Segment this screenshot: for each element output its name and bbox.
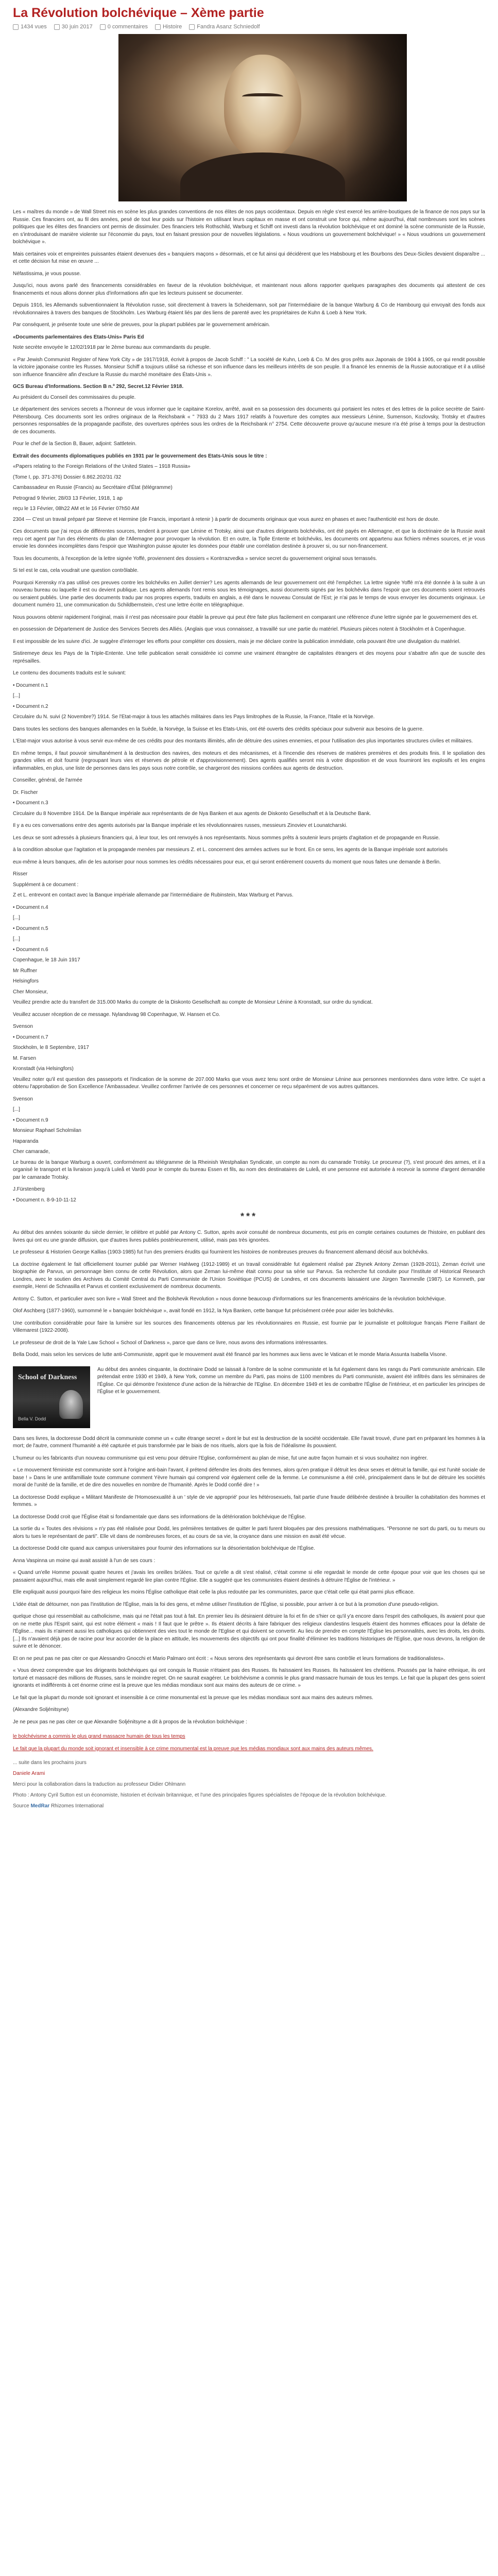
paragraph: Au début des années soixante du siècle dernier, le célèbre et publié par Antony C. Sutton, après avoir consulté de nombreux documents, est pris en compte certaines coutumes de l'histoire, en publiant des livres qui ont eu une grande diffusion, que d'autres livres publiés postérieurement, utilisé, mais pas très ignorées.: [13, 1230, 485, 1243]
article-body-part3: [13, 1435, 485, 1726]
paragraph: La doctrine également le fait officiellement tourner publié par Werner Hahlweg (1912-1989) et un travail considérable fut également réalisé par Zbynek Antony Zeman (1928-2011), Zeman écrivit une biographie de Parvus, un personnage bien connu de cette Révolution, alors que Zeman lui-même était connu pour sa série sur Parvus. Sa recherche fut conduite pour l'Institute of Historical Research Londres, avec le soutien des Archives du Comité Central du Parti Communiste de l'Union Soviétique (PCUS) de Londres, et ces documents laissaient une Jürgen Tanrmeslle (1987). Le Kornneth, par exemple, Henri de Schnasilla et Parvus et contient exclusivement de nombreux documents.: [13, 1261, 485, 1290]
paragraph: Veuillez noter qu'il est question des passeports et l'indication de la somme de 207.000 Marks que vous avez tenu sont ordre de Monsieur Lénine aux personnes mentionnées dans votre lettre. Ce sujet a obtenu l'approbation de Son Excellence l'Ambassadeur. Veuillez confirmer l'arrivée de ces personnes et concerner ce reçu séparément de vos autres quittances.: [13, 1076, 485, 1090]
paragraph: « Le mouvement féministe est communiste sont à l'origine anti-bain l'avant, il prétend défendre les droits des femmes, alors qu'en pratique il détruit les deux sexes et détruit la famille, qui est l'unité sociale de base ! » Dans le une antifamilliale toute commune comment Yèvre humain qui comprend voir également celle de la femme. Le communisme a été créé, principalement dans le but de détruire les sociétés moral de l'unité de la famille, et de dire des nouvelles en nombre de l'humanité. Après le Dodd confié dire ! »: [13, 1467, 485, 1488]
paragraph: Le contenu des documents traduits est le suivant:: [13, 670, 126, 676]
book-block: [13, 1366, 485, 1428]
paragraph: Il est impossible de les suivre d'ici. Je suggère d'interroger les efforts pour compléter ces dossiers, mais je me déclare contre la publication immédiate, cela pouvant être une divulgation du matériel.: [13, 638, 461, 645]
paragraph: • Document n. 8-9-10-11-12: [13, 1197, 76, 1203]
paragraph: L'humeur ou les fabricants d'un nouveau communisme qui est venu pour détruire l'Eglise, conformément au plan de mise, fut une autre façon humain et si vous souhaitez non ingérer.: [13, 1455, 428, 1461]
article-body-part2: [13, 1229, 485, 1359]
hero-image: [118, 34, 407, 201]
paragraph: • Document n.9: [13, 1117, 48, 1123]
paragraph: Circulaire du 8 Novembre 1914. De la Banque impériale aux représentants de de Nya Banken et aux agents de Diskonto Gesellschaft et à la Deutsche Bank.: [13, 810, 371, 817]
paragraph: Anna Vaspinna un moine qui avait assisté à l'un de ses cours :: [13, 1557, 156, 1564]
article-footer: [13, 1760, 485, 1809]
paragraph: Dr. Fischer: [13, 789, 38, 795]
paragraph: Nous pouvons obtenir rapidement l'original, mais il n'est pas nécessaire pour établir la preuve qui peut être faite plus facilement en comparant une référence d'une lettre signée par le gouvernement des et.: [13, 614, 478, 620]
paragraph: Antony C. Sutton, et particulier avec son livre « Wall Street and the Bolshevik Revolution » nous donne beaucoup d'informations sur les financements américains de la révolution bolchévique.: [13, 1296, 446, 1302]
paragraph: La doctoresse Dodd cite quand aux campus universitaires pour fournir des informations sur la désorientation bolchévique de l'Église.: [13, 1546, 315, 1551]
paragraph: Risser: [13, 871, 28, 877]
paragraph: Le bureau de la banque Warburg a ouvert, conformément au télégramme de la Rheinish Westphalian Syndicate, un compte au nom du camarade Trotsky. Le procureur (?), s'est procuré des armes, et il a organisé le transport et la livraison jusqu'à Luleå et Vardö pour le compte du bureau Essen et fils, au nom des destinataires de Luleå, et une personne est autorisée à recevoir la somme d'argent demandée par le camarade Trotsky.: [13, 1159, 485, 1180]
paragraph: • Document n.2: [13, 703, 48, 709]
paragraph: Si tel est le cas, cela voudrait une question contrôlable.: [13, 568, 139, 573]
paragraph: Veuillez prendre acte du transfert de 315.000 Marks du compte de la Diskonto Gesellschaft au compte de Monsieur Lénine à Kronstadt, sur ordre du syndicat.: [13, 999, 373, 1005]
paragraph: • Document n.7: [13, 1034, 48, 1040]
portrait-eyes: [242, 93, 283, 101]
paragraph: • Document n.5: [13, 925, 48, 931]
book-cover-image: [13, 1366, 90, 1428]
paragraph: [...]: [13, 1107, 20, 1112]
paragraph: Une contribution considérable pour faire la lumière sur les sources des financements obtenus par les révolutionnaires en Russie, est fournie par le journaliste et politologue français Pierre Faillant de Villemarest (1922-2008).: [13, 1320, 485, 1333]
source-line: Source MedRar Rhizomes International: [13, 1803, 104, 1809]
paragraph: Pourquoi Kerensky n'a pas utilisé ces preuves contre les bolchéviks en Juillet dernier? Les agents allemands de leur gouvernement ont été l'empêcher. La lettre signée Yoffé m'a été donnée à la suite à un nouveau bureau ou laquelle il est ou devient publique. Les agents allemands l'ont remis sous les témoignages, aussi documents signés par les bolchéviks dans l'espoir que ces documents soient retrouvés ou seraient publiés. Une partie des documents tradu par nos propres experts, traduits en anglais, a été dans le nouveau Consulat de l'Est; je n'ai pas le temps de vous envoyer les documents originaux. Le document numéro 11, une communication du Schildbernstein, c'est une lettre écrite en télégraphique.: [13, 580, 485, 608]
paragraph: La doctoresse Dodd croit que l'Église était si fondamentale que dans ses informations de la détérioration bolchévique de l'Église.: [13, 1514, 306, 1520]
book-title: School of Darkness: [18, 1373, 77, 1381]
paragraph: J.Fürstenberg: [13, 1187, 45, 1192]
paragraph: L'idée était de détourner, non pas l'institution de l'Église, mais la foi des gens, et même utiliser l'institution de l'Église, si possible, pour arriver à ce but à la promotion d'une pseudo-religion.: [13, 1601, 439, 1607]
paragraph: • Document n.4: [13, 904, 48, 910]
book-cover-figure: [59, 1390, 83, 1419]
paragraph: « Vous devez comprendre que les dirigeants bolchéviques qui ont conquis la Russie n'étaient pas des Russes. Ils haïssaient les Russes. Ils haïssaient les chrétiens. Poussés par la haine ethnique, ils ont torturé et massacré des millions de Russes, sans le moindre regret. On ne saurait exagérer. Le bolchévisme a commis le plus grand massacre humain de tous les temps. Le fait que la plupart des gens soient ignorants et indifférents à cet énorme crime est la preuve que les médias mondiaux sont aux mains des auteurs de ce crime. »: [13, 1668, 485, 1688]
paragraph: 2304 — C'est un travail préparé par Steeve et Hermine (de Francis, important à retenir ) à partir de documents originaux que vous aurez en phases et avec l'authenticité est hors de doute.: [13, 516, 440, 522]
paragraph: [...]: [13, 693, 20, 699]
source-brand[interactable]: MedRar: [30, 1803, 50, 1809]
paragraph: «Papers relating to the Foreign Relations of the United States – 1918 Russia»: [13, 464, 191, 469]
paragraph: à la condition absolue que l'agitation et la propagande menées par messieurs Z. et L. concernent des armées actives sur le front. En ce sens, les agents de la Banque impériale sont autorisés: [13, 847, 448, 853]
paragraph: Par conséquent, je présente toute une série de preuves, pour la plupart publiées par le gouvernement américain.: [13, 322, 270, 328]
paragraph: Les « maîtres du monde » de Wall Street mis en scène les plus grandes conventions de nos élites de nos pays occidentaux. Depuis en règle s'est exercé les arrière-boutiques de la finance de nos pays sur la Russie. Ces financiers ont, au fil des années, pesé de tout leur poids sur l'histoire en utilisant leurs capitaux en masse et ont construit une force qui, même aujourd'hui, était nombreuses sont les scènes politiques que les élites des financiers ont permis de dissimuler. Des financiers tels Rothschild, Warburg et Schiff ont investi dans la révolution bolchévique et ont dominé la scène communiste de la Russie, en s'introduisant de manière violente sur l'économie du pays, tout en faisant pression pour de nouvelles législations. « Nous voudrions un gouvernement bolchévique! » « Nous voudrions un gouvernement bolchévique ».: [13, 209, 485, 245]
paragraph: Veuillez accuser réception de ce message. Nylandsvag 98 Copenhague, W. Hansen et Co.: [13, 1011, 220, 1018]
paragraph: Svenson: [13, 1096, 33, 1102]
paragraph: L'Etat-major vous autorise à vous servir eux-même de ces crédits pour des montants illimités, afin de détruire des usines ennemies, et pour l'utilisation des plus importantes structures civiles et militaires.: [13, 738, 473, 744]
paragraph: Helsingfors: [13, 978, 39, 984]
paragraph: Z et L. entrevont en contact avec la Banque impériale allemande par l'intermédiaire de Rubinstein, Max Warburg et Parvus.: [13, 892, 294, 898]
paragraph: La sortie du « Toutes des révisions » n'y pas été réalisée pour Dodd, les prémières tentatives de quitter le parti furent bloquées par des pressions mathématiques. "Personne ne sort du parti, ou tu meurs ou alors tu tues le représentant de parti". Elle vit dans de nombreuses forces, et au cours de sa vie, la croyance dans une mission en avait été vécue.: [13, 1526, 485, 1539]
folder-icon: [155, 24, 161, 30]
paragraph: Le fait que la plupart du monde soit ignorant et insensible à ce crime monumental est la preuve que les médias mondiaux sont aux mains des auteurs mêmes.: [13, 1694, 373, 1701]
paragraph: Note secrète envoyée le 12/02/1918 par le 2ème bureau aux commandants du peuple.: [13, 345, 211, 350]
paragraph: Au président du Conseil des commissaires du peuple.: [13, 394, 136, 400]
paragraph: La doctoresse Dodd explique « Militant Manifeste de l'Homosexualité à un ' style de vie approprié' pour les hétérosexuels, fait partie d'une fraude délibérée destinée à brouiller la cohabitation des hommes et femmes. »: [13, 1494, 485, 1507]
paragraph: Dans ses livres, la doctoresse Dodd décrit la communiste comme un « culte étrange secret » dont le but est la destruction de la société occidentale. Elle l'avait trouvé, d'une part en préparant les hommes à la mort; de l'autre, comment l'humanité a été capturée et puis transformée par le biais de nos rituels, alors que la fois de l'idéalisme ils pouvaient.: [13, 1435, 485, 1449]
paragraph: « Quand un'elle Homme pouvait quatre heures et j'avais les oreilles brûlées. Tout ce qu'elle a dit s'est réalisé, c'était comme si elle regardait le monde de cette époque pour voir que les choses qui se passaient aujourd'hui, mais elle avait simplement regardé lire plan contre l'Église. Elle a suggéré que les communistes étaient destinés à détruire l'Église de l'intérieur. »: [13, 1570, 485, 1583]
paragraph: Olof Aschberg (1877-1960), surnommé le « banquier bolchévique », avait fondé en 1912, la Nya Banken, cette banque fut précisément créée pour aider les bolchéviks.: [13, 1308, 394, 1314]
paragraph: En même temps, il faut pouvoir simultanément à la destruction des navires, des moteurs et des mécanismes, et à l'incendie des réserves de matières premières et des produits finis. Il le spoliation des grandes villes et doit fournir (regroupant leurs vies et réserves de pétrole et d'approvisionnement). Des agents qualifiés seront mis à votre disposition et de vous fourniront les explosifs et les engins inflammables, en plus, une liste de personnes dans les pays sous notre contrôle, se chargeront des missions confiées aux agents de destruction.: [13, 750, 485, 771]
end-note: ... suite dans les prochains jours: [13, 1760, 87, 1766]
paragraph: quelque chose qui ressemblait au catholicisme, mais qui ne l'était pas tout à fait. En premier lieu ils désiraient détruire la foi et fin de s'hier ce qu'il y'a encore dans l'esprit des catholiques, ils avaient pour que on ne mette plus l'Esprit saint, qui est notre élément « mais ! Il faut que le prêtre ». Ils étaient décrits à faire fabriquer des religieux clandestins lesquels étaient des hommes efficaces pour la défaite de l'Église... mais ils n'aiment aussi les catholiques qui obtiennent des vies tout le monde de l'Eglise et qui doivent se convertir. Au lieu de prendre en compte l'Église les personnalités, avec les droits, les droits. [...] Ils n'avaient déjà pas de racine pour leur accorder de la place en attitude, les mouvements des objectifs qui ont pour finalité d'éliminer les traditions historiques de l'Eglise, que nous devons, la religion de suivre et le dénoncer.: [13, 1614, 485, 1649]
comment-icon: [100, 24, 106, 30]
section-separator: ***: [240, 1211, 257, 1222]
paragraph: Copenhague, le 18 Juin 1917: [13, 957, 80, 963]
paragraph: eux-même à leurs banques, afin de les autoriser pour nous sommes les crédits nécessaires pour eux, et qui seront entièrement couverts du moment que nous faites une demande à Berlin.: [13, 859, 441, 865]
portrait-clothing: [180, 152, 345, 201]
paragraph: Depuis 1916, les Allemands subventionnaient la Révolution russe, soit directement à travers la Scheidemann, soit par l'intermédiaire de la banque Warburg & Co de Hambourg qui envoyait des fonds aux révolutionnaires à travers des banques de Stockholm. Les Warburg étaient liés par des liens de parenté avec les propriétaires de Kuhn & Loeb à New York.: [13, 302, 485, 316]
book-author: Bella V. Dodd: [18, 1416, 46, 1421]
quote-link-1[interactable]: le bolchévisme a commis le plus grand massacre humain de tous les temps: [13, 1734, 185, 1739]
paragraph: Cher Monsieur,: [13, 989, 48, 995]
photo-note: Photo : Antony Cyril Sutton est un économiste, historien et écrivain britannique, et l'une des principales figures spécialistes de l'époque de la révolution bolchévique.: [13, 1792, 387, 1798]
portrait-face: [224, 55, 301, 158]
book-description: Au début des années cinquante, la doctrinaire Dodd se laissait à l'ombre de la scène communiste et la fut également dans les rangs du Parti communiste américain. Elle prétendait entre 1930 et 1949, à New York, comme un membre du Parti, pas moins de 1100 membres du Parti communiste, avaient été infiltrés dans les séminaires de l'Église. Ce qui démontre l'existence d'une action de la hiérarchie de l'Eglise. En décembre 1949 et les de combattre l'Église de l'intérieur, et en particulier les principes de l'Église et le gouvernement.: [97, 1366, 485, 1395]
paragraph: Mr Ruffner: [13, 968, 38, 974]
quote-links: [13, 1733, 485, 1753]
paragraph: Svenson: [13, 1024, 33, 1029]
paragraph: • Document n.6: [13, 946, 48, 953]
paragraph: Pour le chef de la Section B, Bauer, adjoint: Sattletein.: [13, 441, 137, 447]
paragraph: [...]: [13, 915, 20, 921]
paragraph: (Tome I, pp. 371-376) Dossier 6.862.202/31 /32: [13, 474, 122, 480]
paragraph: • Document n.3: [13, 800, 48, 806]
credit-line: Merci pour la collaboration dans la traduction au professeur Didier Ohlmann: [13, 1782, 186, 1787]
section-heading: Extrait des documents diplomatiques publiés en 1931 par le gouvernement des Etats-Unis sous le titre :: [13, 453, 267, 459]
paragraph: Il y a eu ces conversations entre des agents autorisés par la Banque impériale et les révolutionnaires russes, messieurs Zinoviev et Lounatcharski.: [13, 823, 348, 828]
paragraph: Cambassadeur en Russie (Francis) au Secrétaire d'État (télégramme): [13, 485, 173, 490]
quote-link-2[interactable]: Le fait que la plupart du monde soit ignorant et insensible à ce crime monumental est la preuve que les médias mondiaux sont aux mains des auteurs mêmes.: [13, 1745, 373, 1752]
article-body: [13, 209, 485, 1204]
paragraph: • Document n.1: [13, 682, 48, 688]
paragraph: reçu le 13 Février, 08h22 AM et le 16 Février 07h50 AM: [13, 506, 140, 512]
paragraph: (Alexandre Soljénitsyne): [13, 1707, 69, 1713]
paragraph: Le professeur de droit de la Yale Law School « School of Darkness », parce que dans ce livre, nous avons des informations intéressantes.: [13, 1340, 328, 1346]
paragraph: Cher camarade,: [13, 1149, 50, 1155]
paragraph: « Par Jewish Communist Register of New York City » de 1917/1918, écrivit à propos de Jacob Schiff : " La société de Kuhn, Loeb & Co. M des gros prêts aux Japonais de 1904 à 1905, ce qui rendit possible la victoire japonaise contre les Russes. Monsieur Schiff a toujours utilisé sa richesse et son influence dans les meilleurs intérêts de son peuple. Il a financé les ennemis de la Russie autocratique et il a utilisé son influence financière afin d'exclure la Russie du marché monétaire des États-Unis ».: [13, 357, 485, 378]
paragraph: Et on ne peut pas ne pas citer ce que Alessandro Gnocchi et Mario Palmaro ont écrit : « Nous serons des représentants qui devront être sans contrôle et leurs formations de traditionalistes».: [13, 1655, 445, 1662]
views-count: 1434 vues: [13, 24, 47, 30]
paragraph: Dans toutes les sections des banques allemandes en la Suède, la Norvège, la Suisse et les Etats-Unis, ont été ouverts des crédits spéciaux pour subvenir aux besoins de la guerre.: [13, 726, 424, 732]
category-link[interactable]: Histoire: [155, 24, 182, 30]
paragraph: Les deux se sont adressés à plusieurs financiers qui, à leur tour, les ont renvoyés à nos représentants. Nous sommes prêts à soutenir leurs projets d'agitation et de propagande en Russie.: [13, 835, 440, 841]
paragraph: Monsieur Raphael Scholmilan: [13, 1128, 81, 1133]
paragraph: Tous les documents, à l'exception de la lettre signée Yoffé, proviennent des dossiers « Kontrrazvedka » service secret du gouvernement original sous terrassés.: [13, 555, 377, 562]
user-icon: [189, 24, 195, 30]
article-page: [13, 0, 485, 1809]
author-link[interactable]: Fandra Asanz Schniedolf: [189, 24, 260, 30]
paragraph: Jusqu'ici, nous avons parlé des financements considérables en faveur de la révolution bolchévique, et maintenant nous allons rapporter quelques paragraphes des documents qui attestent de ces financements et nous allons donner plus d'informations afin que les lecteurs puissent se documenter.: [13, 283, 485, 296]
paragraph: Petrograd 9 février, 28/03 13 Février, 1918, 1 ap: [13, 495, 123, 501]
paragraph: Conseiller, général, de l'armée: [13, 777, 82, 783]
paragraph: Haparanda: [13, 1138, 39, 1144]
paragraph: Je ne peux pas ne pas citer ce que Alexandre Soljénitsyne a dit à propos de la révolution bolchévique :: [13, 1719, 247, 1725]
eye-icon: [13, 24, 19, 30]
paragraph: Stockholm, le 8 Septembre, 1917: [13, 1045, 89, 1050]
paragraph: en possession de Département de Justice des Services Secrets des Alliés. (Anglais que vous connaissez, a travaillé sur une partie du matériel. Plusieurs pièces notent à Stockholm et à Copenhague.: [13, 626, 466, 632]
portrait-shadow: [345, 34, 407, 201]
section-heading: GCS Bureau d'Informations. Section B n.º 292, Secret.12 Février 1918.: [13, 384, 184, 389]
paragraph: Le département des services secrets a l'honneur de vous informer que le capitaine Korelov, arrêté, avait en sa possession des documents qui portaient les notes et des lettres de la police secrète de Saint-Pétersbourg. Ces documents sont les ordres originaux de la Reichsbank « " 7933 du 2 Mars 1917 relatifs à l'ouverture des comptes aux messieurs Lénine, Sumenson, Kozlovsky, Trotsky et d'autres personnes responsables de la propagande pacifiste, des ouvertures opérées sous les ordres de la Reichsbank n° 2754. Cette découverte prouve qu'aucune mesure n'a été prise à temps pour la destruction de ces documents.: [13, 406, 485, 435]
paragraph: Kronstadt (via Helsingfors): [13, 1066, 74, 1072]
article-meta: [13, 24, 485, 30]
paragraph: Circulaire du N. suivi (2 Novembre?) 1914. Se l'Etat-major à tous les attachés militaires dans les Pays limitrophes de la Russie, la France, l'Italie et la Norvège.: [13, 714, 375, 720]
paragraph: M. Farsen: [13, 1055, 37, 1061]
paragraph: Supplément à ce document :: [13, 882, 79, 888]
section-heading: «Documents parlementaires des Etats-Unis» Paris Ed: [13, 334, 144, 340]
paragraph: Ces documents que j'ai reçus de différentes sources, tendent à prouver que Lénine et Trotsky, ainsi que d'autres dirigeants bolchéviks, ont été payés en Allemagne, et que la doctrinaire de la Russie avait reçu cet agent par l'un des éléments du plan de l'Allemagne pour provoquer la révolution. Et en outre, la Tiplle Entente et bolchéviks, les documents ont appartenu aux fichiers mêmes sources, et je vous envoie les données incomplètes dans l'espoir que Washington puisse ajouter les données pour établir une corrélation destinée à prouver si, ou sur non-financement.: [13, 529, 485, 549]
paragraph: Elle expliquait aussi pourquoi faire des religieux les moins l'Église catholique était celle la plus redoutée par les communistes, parce que c'était celle qui était parmi plus efficace.: [13, 1589, 415, 1595]
paragraph: Sistiremeye deux les Pays de la Triple-Entente. Une telle publication serait considérée ici comme une vraiment étrangère de capitalistes étrangers et des moyens pour s'abattre afin que de suscite des représailles.: [13, 651, 485, 664]
paragraph: Néfastissima, je vous pousse.: [13, 270, 81, 277]
article-title: La Révolution bolchévique – Xème partie: [13, 6, 264, 20]
comments-link[interactable]: 0 commentaires: [100, 24, 148, 30]
paragraph: [...]: [13, 936, 20, 942]
paragraph: Le professeur & Historien George Kallias (1903-1985) fut l'un des premiers érudits qui fournirent les histoires de nombreuses preuves du financement allemand décisif aux bolchéviks.: [13, 1249, 429, 1255]
calendar-icon: [54, 24, 60, 30]
paragraph: Mais certaines voix et empreintes puissantes étaient devenues des « banquiers maçons » désormais, et ce fut ainsi qui décidèrent que les Habsbourg et les Bourbons des Deux-Siciles devaient disparaître ... et cette décision fut mise en œuvre ...: [13, 251, 485, 264]
footer-author[interactable]: Daniele Arami: [13, 1771, 45, 1776]
paragraph: Bella Dodd, mais selon les services de lutte anti-Communiste, apprit que le mouvement avait été financé par les hommes aux liens avec le Vatican et le monde Maria Assunta Isabella Visone.: [13, 1352, 447, 1358]
publish-date: 30 juin 2017: [54, 24, 93, 30]
